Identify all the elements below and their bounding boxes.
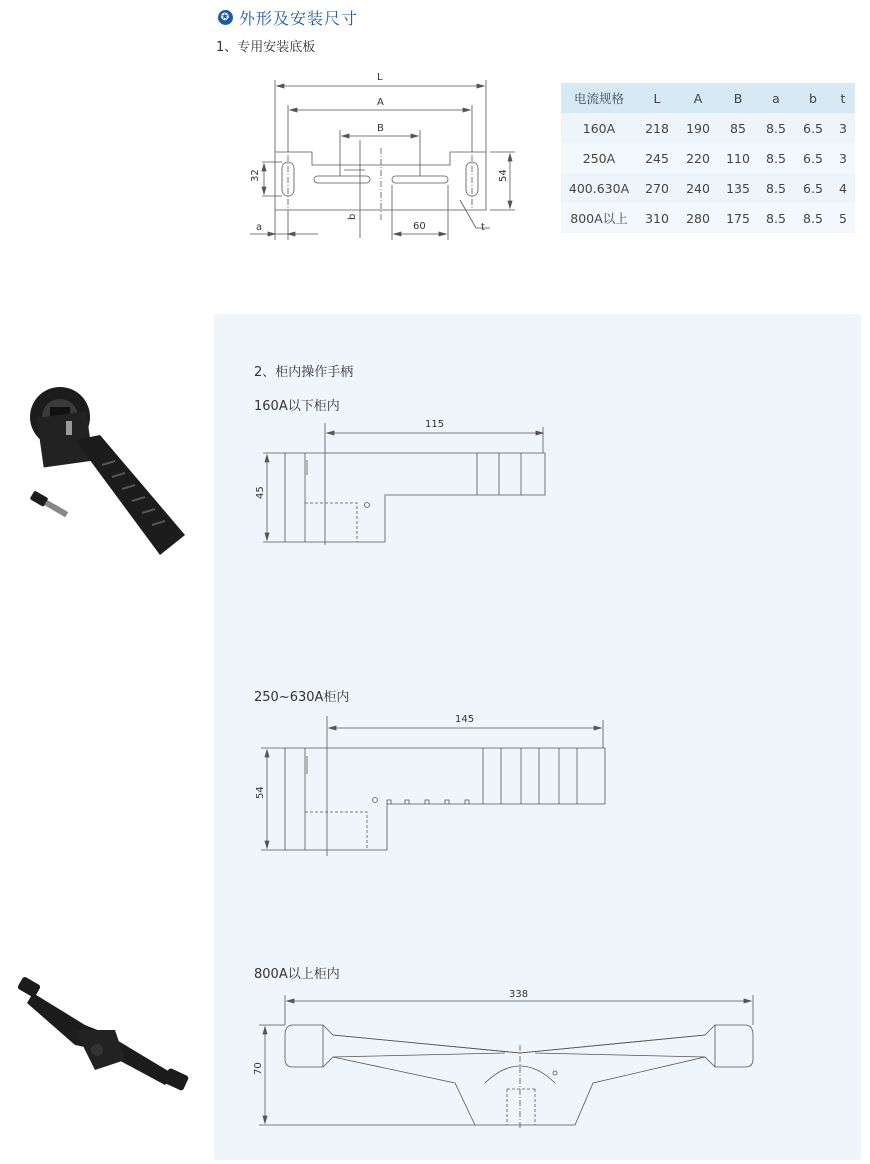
dim-label-60: 60 bbox=[413, 221, 426, 232]
dim-label-t: t bbox=[481, 222, 485, 233]
dim-label-A: A bbox=[377, 97, 384, 108]
table-cell: 240 bbox=[677, 173, 719, 203]
table-row bbox=[561, 113, 855, 143]
table-cell: 400.630A bbox=[561, 173, 637, 203]
table-cell: 110 bbox=[719, 143, 757, 173]
table-cell: 310 bbox=[637, 203, 677, 233]
table-cell: 3 bbox=[831, 113, 855, 143]
table-header-row bbox=[561, 83, 855, 113]
table-cell: 5 bbox=[831, 203, 855, 233]
table-header: A bbox=[677, 83, 719, 113]
handle-800-photo bbox=[15, 975, 195, 1115]
dim-length-800: 338 bbox=[509, 989, 529, 1000]
mounting-plate-title: 1、专用安装底板 bbox=[216, 40, 316, 55]
dim-height-250: 54 bbox=[255, 786, 266, 799]
handle-250-label: 250~630A柜内 bbox=[254, 690, 350, 705]
handle-800-drawing bbox=[245, 985, 765, 1130]
table-row bbox=[561, 143, 855, 173]
table-row bbox=[561, 173, 855, 203]
dim-height-160: 45 bbox=[255, 486, 266, 499]
table-cell: 175 bbox=[719, 203, 757, 233]
table-cell: 190 bbox=[677, 113, 719, 143]
dim-label-b: b bbox=[347, 213, 358, 220]
table-cell: 220 bbox=[677, 143, 719, 173]
table-cell: 218 bbox=[637, 113, 677, 143]
dim-label-54: 54 bbox=[498, 169, 509, 182]
table-header: a bbox=[757, 83, 795, 113]
table-cell: 135 bbox=[719, 173, 757, 203]
handle-160-drawing bbox=[245, 415, 555, 550]
table-cell: 4 bbox=[831, 173, 855, 203]
section-heading bbox=[218, 6, 358, 29]
dim-height-800: 70 bbox=[253, 1062, 264, 1075]
dim-label-a: a bbox=[256, 222, 263, 233]
dim-label-L: L bbox=[377, 72, 383, 83]
table-cell: 8.5 bbox=[757, 203, 795, 233]
table-cell: 800A以上 bbox=[561, 203, 637, 233]
table-cell: 3 bbox=[831, 143, 855, 173]
star-icon: ✪ bbox=[218, 10, 233, 25]
spec-table bbox=[561, 83, 855, 233]
dim-length-160: 115 bbox=[425, 419, 445, 430]
table-cell: 280 bbox=[677, 203, 719, 233]
handle-160-label: 160A以下柜内 bbox=[254, 399, 340, 414]
handle-250-drawing bbox=[245, 708, 615, 858]
handle-160-photo bbox=[20, 385, 190, 585]
table-cell: 85 bbox=[719, 113, 757, 143]
table-header: b bbox=[795, 83, 831, 113]
handles-title: 2、柜内操作手柄 bbox=[254, 365, 354, 380]
dim-label-B: B bbox=[377, 123, 384, 134]
table-cell: 250A bbox=[561, 143, 637, 173]
table-cell: 8.5 bbox=[757, 173, 795, 203]
table-cell: 6.5 bbox=[795, 173, 831, 203]
table-cell: 160A bbox=[561, 113, 637, 143]
table-cell: 270 bbox=[637, 173, 677, 203]
table-cell: 8.5 bbox=[757, 113, 795, 143]
table-cell: 245 bbox=[637, 143, 677, 173]
dim-length-250: 145 bbox=[455, 714, 475, 725]
dim-label-32: 32 bbox=[250, 169, 261, 182]
handle-800-label: 800A以上柜内 bbox=[254, 967, 340, 982]
table-cell: 8.5 bbox=[795, 203, 831, 233]
mounting-plate-drawing bbox=[240, 60, 530, 245]
section-title: 外形及安装尺寸 bbox=[239, 9, 359, 28]
table-cell: 6.5 bbox=[795, 143, 831, 173]
table-header: B bbox=[719, 83, 757, 113]
table-header: t bbox=[831, 83, 855, 113]
table-row bbox=[561, 203, 855, 233]
table-header: L bbox=[637, 83, 677, 113]
table-header: 电流规格 bbox=[561, 83, 637, 113]
table-cell: 8.5 bbox=[757, 143, 795, 173]
table-cell: 6.5 bbox=[795, 113, 831, 143]
